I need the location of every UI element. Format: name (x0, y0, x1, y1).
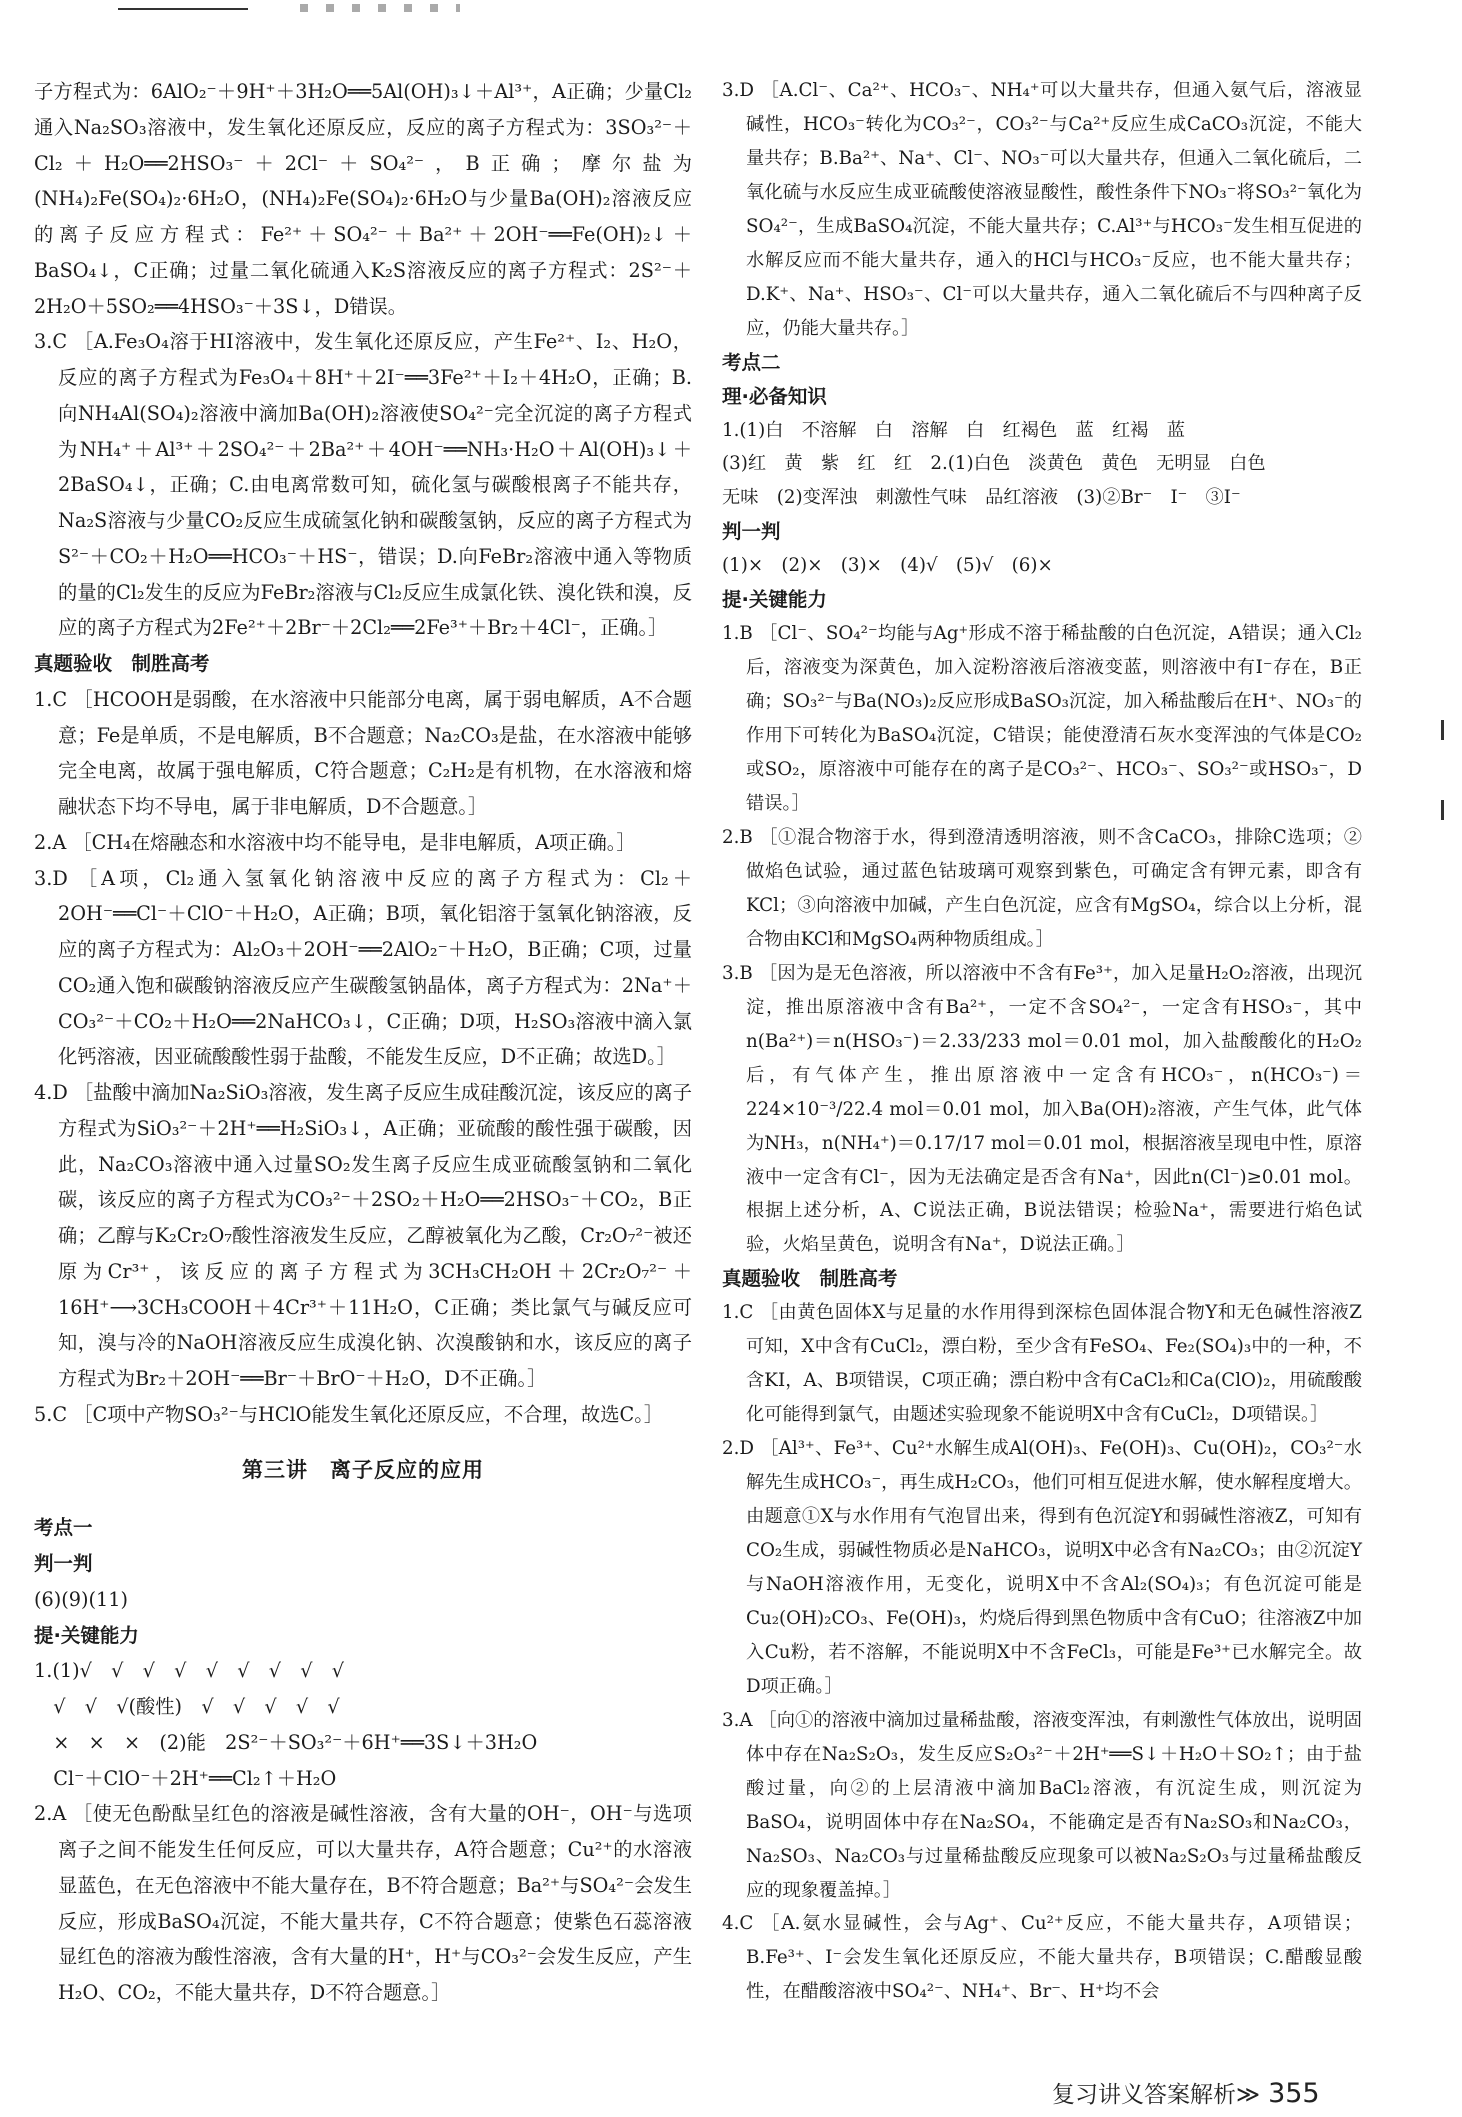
answer-line: 1.(1)√ √ √ √ √ √ √ √ √ (34, 1659, 345, 1683)
margin-mark (1441, 800, 1444, 820)
section-heading: 判一判 (722, 520, 781, 544)
margin-mark (1441, 720, 1444, 740)
left-column (34, 74, 692, 2011)
answer-line: √ √ √(酸性) √ √ √ √ √ (34, 1695, 340, 1718)
answer-line: 无味 (2)变浑浊 刺激性气味 品红溶液 (3)②Br⁻ I⁻ ③I⁻ (722, 487, 1241, 509)
section-heading: 考点一 (34, 1516, 93, 1540)
answer-item: 3.A ［向①的溶液中滴加过量稀盐酸，溶液变浑浊，有刺激性气体放出，说明固体中存在Na₂S₂O₃，发生反应S₂O₃²⁻＋2H⁺══S↓＋H₂O＋SO₂↑；由于盐酸过量，向②的上层清液中滴加BaCl₂溶液，有沉淀生成，则沉淀为BaSO₄，说明固体中存在Na₂SO₄，不能确定是否有Na₂SO₃和Na₂CO₃，Na₂SO₃、Na₂CO₃与过量稀盐酸反应现象可以被Na₂S₂O₃与过量稀盐酸反应的现象覆盖掉。］ (722, 1709, 1362, 1901)
answer-item: 3.B ［因为是无色溶液，所以溶液中不含有Fe³⁺，加入足量H₂O₂溶液，出现沉淀，推出原溶液中含有Ba²⁺，一定不含SO₄²⁻，一定含有HSO₃⁻，其中n(Ba²⁺)＝n(HSO₃⁻)＝2.33/233 mol＝0.01 mol，加入盐酸酸化的H₂O₂后，有气体产生，推出原溶液中一定含有HCO₃⁻，n(HCO₃⁻)＝224×10⁻³/22.4 mol＝0.01 mol，加入Ba(OH)₂溶液，产生气体，此气体为NH₃，n(NH₄⁺)＝0.17/17 mol＝0.01 mol，根据溶液呈现电中性，原溶液中一定含有Cl⁻，因为无法确定是否含有Na⁺，因此n(Cl⁻)≥0.01 mol。根据上述分析，A、C说法正确，B说法错误；检验Na⁺，需要进行焰色试验，火焰呈黄色，说明含有Na⁺，D说法正确。］ (722, 962, 1362, 1256)
answer-item: 1.B ［Cl⁻、SO₄²⁻均能与Ag⁺形成不溶于稀盐酸的白色沉淀，A错误；通入Cl₂后，溶液变为深黄色，加入淀粉溶液后溶液变蓝，则溶液中有I⁻存在，B正确；SO₃²⁻与Ba(NO₃)₂反应形成BaSO₃沉淀，加入稀盐酸后在H⁺、NO₃⁻的作用下可转化为BaSO₄沉淀，C错误；能使澄清石灰水变浑浊的气体是CO₂或SO₂，原溶液中可能存在的离子是CO₃²⁻、HCO₃⁻、SO₃²⁻或HSO₃⁻，D错误。］ (722, 623, 1362, 815)
answer-line: (3)红 黄 紫 红 红 2.(1)白色 淡黄色 黄色 无明显 白色 (722, 453, 1266, 475)
page-footer (1052, 2076, 1320, 2113)
paragraph: 子方程式为：6AlO₂⁻＋9H⁺＋3H₂O══5Al(OH)₃↓＋Al³⁺，A正确；少量Cl₂通入Na₂SO₃溶液中，发生氧化还原反应，反应的离子方程式为：3SO₃²⁻＋Cl₂＋H₂O══2HSO₃⁻＋2Cl⁻＋SO₄²⁻，B正确；摩尔盐为(NH₄)₂Fe(SO₄)₂·6H₂O，(NH₄)₂Fe(SO₄)₂·6H₂O与少量Ba(OH)₂溶液反应的离子反应方程式：Fe²⁺＋SO₄²⁻＋Ba²⁺＋2OH⁻══Fe(OH)₂↓＋BaSO₄↓，C正确；过量二氧化硫通入K₂S溶液反应的离子方程式：2S²⁻＋2H₂O＋5SO₂══4HSO₃⁻＋3S↓，D错误。 (34, 80, 692, 318)
answer-line: 1.(1)白 不溶解 白 溶解 白 红褐色 蓝 红褐 蓝 (722, 419, 1186, 441)
answer-item: 5.C ［C项中产物SO₃²⁻与HClO能发生氧化还原反应，不合理，故选C。］ (34, 1402, 664, 1426)
section-heading: 提·关键能力 (34, 1623, 139, 1647)
section-heading: 真题验收 制胜高考 (34, 652, 210, 675)
answer-item: 2.D ［Al³⁺、Fe³⁺、Cu²⁺水解生成Al(OH)₃、Fe(OH)₃、Cu(OH)₂，CO₃²⁻水解先生成HCO₃⁻，再生成H₂CO₃，他们可相互促进水解，使水解程度增大。由题意①X与水作用有气泡冒出来，得到有色沉淀Y和弱碱性溶液Z，可知有CO₂生成，弱碱性物质必是NaHCO₃，说明X中必含有Na₂CO₃；由②沉淀Y与NaOH溶液作用，无变化，说明X中不含Al₂(SO₄)₃；有色沉淀可能是Cu₂(OH)₂CO₃、Fe(OH)₃，灼烧后得到黑色物质中含有CuO；往溶液Z中加入Cu粉，若不溶解，不能说明X中不含FeCl₃，可能是Fe³⁺已水解完全。故D项正确。］ (722, 1438, 1362, 1697)
section-heading: 理·必备知识 (722, 384, 827, 408)
answer-line: × × × (2)能 2S²⁻＋SO₃²⁻＋6H⁺══3S↓＋3H₂O (34, 1730, 538, 1754)
answer-item: 3.D ［A项，Cl₂通入氢氧化钠溶液中反应的离子方程式为：Cl₂＋2OH⁻══Cl⁻＋ClO⁻＋H₂O，A正确；B项，氧化铝溶于氢氧化钠溶液，反应的离子方程式为：Al₂O₃＋2OH⁻══2AlO₂⁻＋H₂O，B正确；C项，过量CO₂通入饱和碳酸钠溶液反应产生碳酸氢钠晶体，离子方程式为：2Na⁺＋CO₃²⁻＋CO₂＋H₂O══2NaHCO₃↓，C正确；D项，H₂SO₃溶液中滴入氯化钙溶液，因亚硫酸酸性弱于盐酸，不能发生反应，D不正确；故选D。］ (34, 866, 692, 1069)
right-column (722, 74, 1362, 2009)
lecture-title: 第三讲 离子反应的应用 (242, 1457, 484, 1482)
answer-item: 4.C ［A.氨水显碱性，会与Ag⁺、Cu²⁺反应，不能大量共存，A项错误；B.Fe³⁺、I⁻会发生氧化还原反应，不能大量共存，B项错误；C.醋酸显酸性，在醋酸溶液中SO₄²⁻、NH₄⁺、Br⁻、H⁺均不会 (722, 1913, 1362, 2003)
answer-item: 3.D ［A.Cl⁻、Ca²⁺、HCO₃⁻、NH₄⁺可以大量共存，但通入氨气后，溶液显碱性，HCO₃⁻转化为CO₃²⁻，CO₃²⁻与Ca²⁺反应生成CaCO₃沉淀，不能大量共存；B.Ba²⁺、Na⁺、Cl⁻、NO₃⁻可以大量共存，但通入二氧化硫后，二氧化硫与水反应生成亚硫酸使溶液显酸性，酸性条件下NO₃⁻将SO₃²⁻氧化为SO₄²⁻，生成BaSO₄沉淀，不能大量共存；C.Al³⁺与HCO₃⁻发生相互促进的水解反应而不能大量共存，通入的HCl与HCO₃⁻反应，也不能大量共存；D.K⁺、Na⁺、HSO₃⁻、Cl⁻可以大量共存，通入二氧化硫后不与四种离子反应，仍能大量共存。］ (722, 80, 1362, 339)
answer-line: Cl⁻＋ClO⁻＋2H⁺══Cl₂↑＋H₂O (34, 1766, 337, 1790)
section-heading: 考点二 (722, 350, 781, 374)
answer-item: 2.B ［①混合物溶于水，得到澄清透明溶液，则不含CaCO₃，排除C选项；②做焰色试验，通过蓝色钴玻璃可观察到紫色，可确定含有钾元素，即含有KCl；③向溶液中加碱，产生白色沉淀，应含有MgSO₄，综合以上分析，混合物由KCl和MgSO₄两种物质组成。］ (722, 826, 1362, 950)
answer-item: 3.C ［A.Fe₃O₄溶于HI溶液中，发生氧化还原反应，产生Fe²⁺、I₂、H₂O，反应的离子方程式为Fe₃O₄＋8H⁺＋2I⁻══3Fe²⁺＋I₂＋4H₂O，正确；B.向NH₄Al(SO₄)₂溶液中滴加Ba(OH)₂溶液使SO₄²⁻完全沉淀的离子方程式为NH₄⁺＋Al³⁺＋2SO₄²⁻＋2Ba²⁺＋4OH⁻══NH₃·H₂O＋Al(OH)₃↓＋2BaSO₄↓，正确；C.由电离常数可知，硫化氢与碳酸根离子不能共存，Na₂S溶液与少量CO₂反应生成硫氢化钠和碳酸氢钠，反应的离子方程式为S²⁻＋CO₂＋H₂O══HCO₃⁻＋HS⁻，错误；D.向FeBr₂溶液中通入等物质的量的Cl₂发生的反应为FeBr₂溶液与Cl₂反应生成氯化铁、溴化铁和溴，反应的离子方程式为2Fe²⁺＋2Br⁻＋2Cl₂══2Fe³⁺＋Br₂＋4Cl⁻，正确。］ (34, 330, 692, 640)
section-heading: 提·关键能力 (722, 588, 827, 612)
paragraph: (6)(9)(11) (34, 1587, 129, 1611)
answer-item: 2.A ［使无色酚酞呈红色的溶液是碱性溶液，含有大量的OH⁻，OH⁻与选项离子之间不能发生任何反应，可以大量共存，A符合题意；Cu²⁺的水溶液显蓝色，在无色溶液中不能大量存在，B不符合题意；Ba²⁺与SO₄²⁻会发生反应，形成BaSO₄沉淀，不能大量共存，C不符合题意；使紫色石蕊溶液显红色的溶液为酸性溶液，含有大量的H⁺，H⁺与CO₃²⁻会发生反应，产生H₂O、CO₂，不能大量共存，D不符合题意。］ (34, 1802, 692, 2004)
page-number: 355 (1268, 2078, 1320, 2109)
answer-item: 4.D ［盐酸中滴加Na₂SiO₃溶液，发生离子反应生成硅酸沉淀，该反应的离子方程式为SiO₃²⁻＋2H⁺══H₂SiO₃↓，A正确；亚硫酸的酸性强于碳酸，因此，Na₂CO₃溶液中通入过量SO₂发生离子反应生成亚硫酸氢钠和二氧化碳，该反应的离子方程式为CO₃²⁻＋2SO₂＋H₂O══2HSO₃⁻＋CO₂，B正确；乙醇与K₂Cr₂O₇酸性溶液发生反应，乙醇被氧化为乙酸，Cr₂O₇²⁻被还原为Cr³⁺，该反应的离子方程式为3CH₃CH₂OH＋2Cr₂O₇²⁻＋16H⁺⟶3CH₃COOH＋4Cr³⁺＋11H₂O，C正确；类比氯气与碱反应可知，溴与冷的NaOH溶液反应生成溴化钠、次溴酸钠和水，该反应的离子方程式为Br₂＋2OH⁻══Br⁻＋BrO⁻＋H₂O，D不正确。］ (34, 1081, 692, 1390)
paragraph: (1)× (2)× (3)× (4)√ (5)√ (6)× (722, 555, 1053, 577)
answer-item: 2.A ［CH₄在熔融态和水溶液中均不能导电，是非电解质，A项正确。］ (34, 830, 636, 854)
answer-item: 1.C ［由黄色固体X与足量的水作用得到深棕色固体混合物Y和无色碱性溶液Z可知，X中含有CuCl₂，漂白粉，至少含有FeSO₄、Fe₂(SO₄)₃中的一种，不含KI，A、B项错误，C项正确；漂白粉中含有CaCl₂和Ca(ClO)₂，用硫酸酸化可能得到氯气，由题述实验现象不能说明X中含有CuCl₂，D项错误。］ (722, 1302, 1362, 1426)
top-dashes (300, 4, 460, 12)
answer-item: 1.C ［HCOOH是弱酸，在水溶液中只能部分电离，属于弱电解质，A不合题意；Fe是单质，不是电解质，B不合题意；Na₂CO₃是盐，在水溶液中能够完全电离，故属于强电解质，C符合题意；C₂H₂是有机物，在水溶液和熔融状态下均不导电，属于非电解质，D不合题意。］ (34, 687, 692, 818)
section-heading: 判一判 (34, 1552, 93, 1575)
top-rule (118, 8, 248, 10)
section-heading: 真题验收 制胜高考 (722, 1267, 898, 1291)
footer-label: 复习讲义答案解析≫ (1052, 2082, 1261, 2108)
